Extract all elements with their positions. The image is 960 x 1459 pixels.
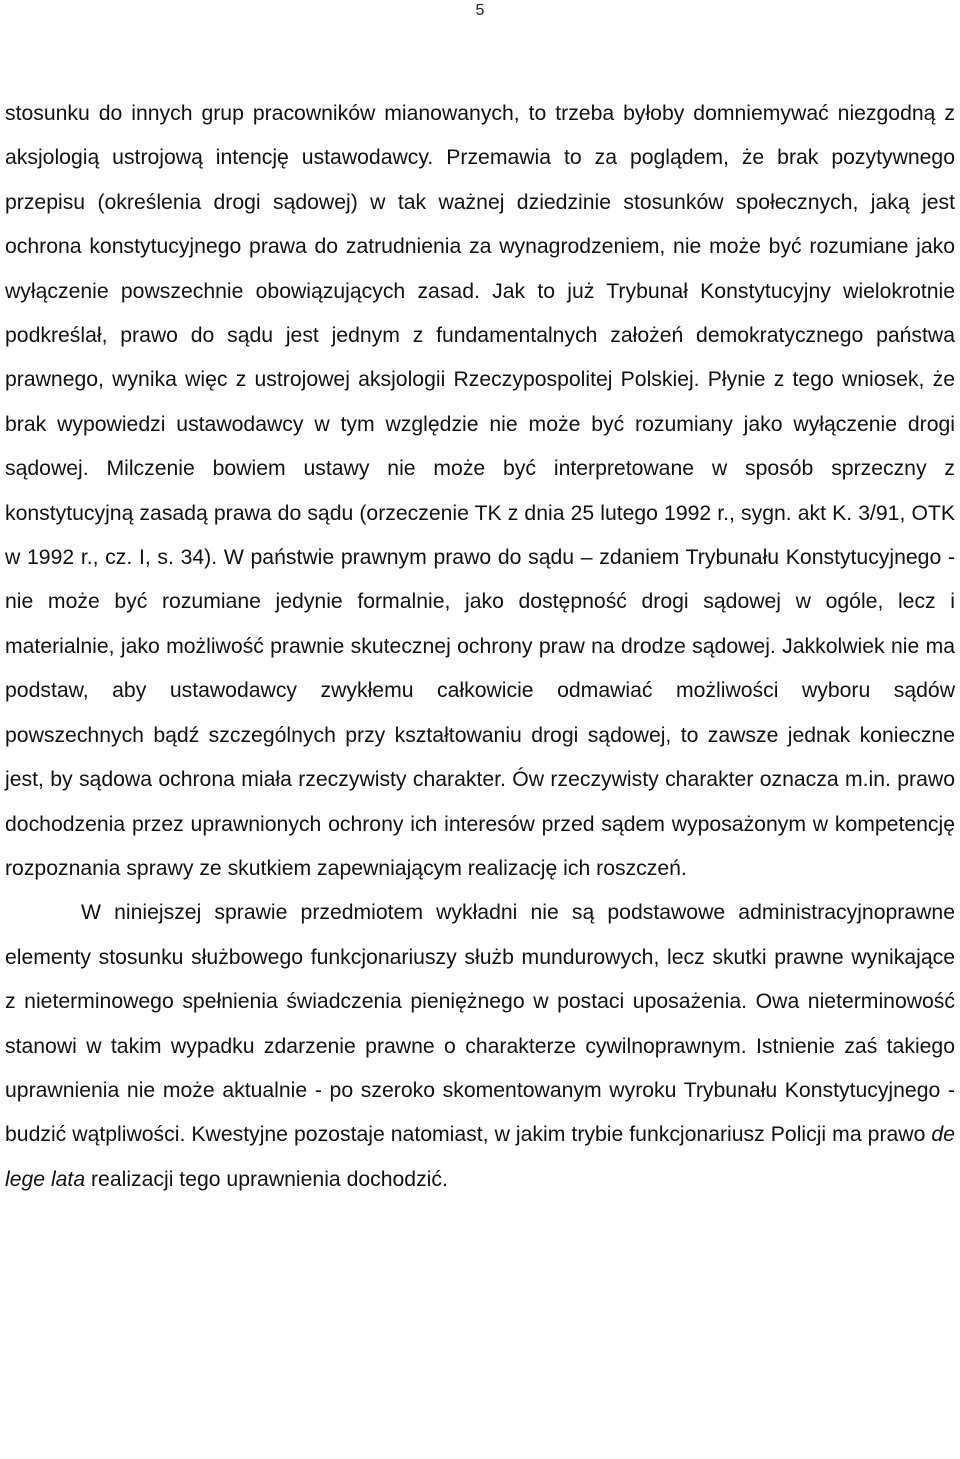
sentence: stosunku do innych grup pracowników mianowanych, to trzeba byłoby domniemywać niezgodną z aksjologią ustrojową intencję ustawodawcy. xyxy=(5,102,955,170)
sentence: W państwie prawnym prawo do sądu – zdaniem Trybunału Konstytucyjnego - nie może być rozumiane jedynie formalnie, jako dostępność drogi sądowej w ogóle, lecz i materialnie, jako możliwość prawnie skutecznej ochrony praw na drodze sądowej. xyxy=(5,546,955,658)
sentence: Istnienie zaś takiego uprawnienia nie może aktualnie - po szeroko skomentowanym wyroku Trybunału Konstytucyjnego - budzić wątpliwości. xyxy=(5,1034,955,1147)
sentence-text: Kwestyjne pozostaje natomiast, w jakim trybie funkcjonariusz Policji ma prawo xyxy=(191,1123,932,1147)
sentence: Jakkolwiek nie ma podstaw, aby ustawodawcy zwykłemu całkowicie odmawiać możliwości wyboru sądów powszechnych bądź szczególnych przy kształtowaniu drogi sądowej, to zawsze jednak konieczne jest, by sądowa ochrona miała rzeczywisty charakter. xyxy=(5,634,956,792)
sentence: Owa nieterminowość stanowi w takim wypadku zdarzenie prawne o charakterze cywilnoprawnym. xyxy=(5,990,955,1058)
sentence: Milczenie bowiem ustawy nie może być interpretowane w sposób sprzeczny z konstytucyjną zasadą prawa do sądu (orzeczenie TK z dnia 25 lutego 1992 r., sygn. akt K. 3/91, OTK w 1992 r., cz. I, s. 34). xyxy=(5,457,956,570)
sentence: Przemawia to za poglądem, że brak pozytywnego przepisu (określenia drogi sądowej) w tak ważnej dziedzinie stosunków społecznych, jaką jest ochrona konstytucyjnego prawa do zatrudnienia za wynagrodzeniem, nie może być rozumiane jako wyłączenie powszechnie obowiązujących zasad. xyxy=(5,146,955,303)
page-number: 5 xyxy=(475,2,485,19)
sentence: W niniejszej sprawie przedmiotem wykładni nie są podstawowe administracyjnoprawne elementy stosunku służbowego funkcjonariuszy służb mundurowych, lecz skutki prawne wynikające z nieterminowego spełnienia świadczenia pieniężnego w postaci uposażenia. xyxy=(5,901,955,1014)
sentence: Płynie z tego wniosek, że brak wypowiedzi ustawodawcy w tym względzie nie może być rozumiany jako wyłączenie drogi sądowej. xyxy=(5,368,955,481)
sentence: Jak to już Trybunał Konstytucyjny wielokrotnie podkreślał, prawo do sądu jest jednym z fundamentalnych założeń demokratycznego państwa prawnego, wynika więc z ustrojowej aksjologii Rzeczypospolitej Polskiej. xyxy=(5,279,956,392)
paragraph-1 xyxy=(5,92,955,891)
paragraph-2 xyxy=(5,891,955,1202)
sentence: Ów rzeczywisty charakter oznacza m.in. prawo dochodzenia przez uprawnionych ochrony ich interesów przed sądem wyposażonym w kompetencję rozpoznania sprawy ze skutkiem zapewniającym realizację ich roszczeń. xyxy=(5,768,955,880)
sentence-text: realizacji tego uprawnienia dochodzić. xyxy=(85,1167,448,1191)
latin-term: de lege lata xyxy=(5,1123,955,1191)
document-body xyxy=(5,92,955,1202)
